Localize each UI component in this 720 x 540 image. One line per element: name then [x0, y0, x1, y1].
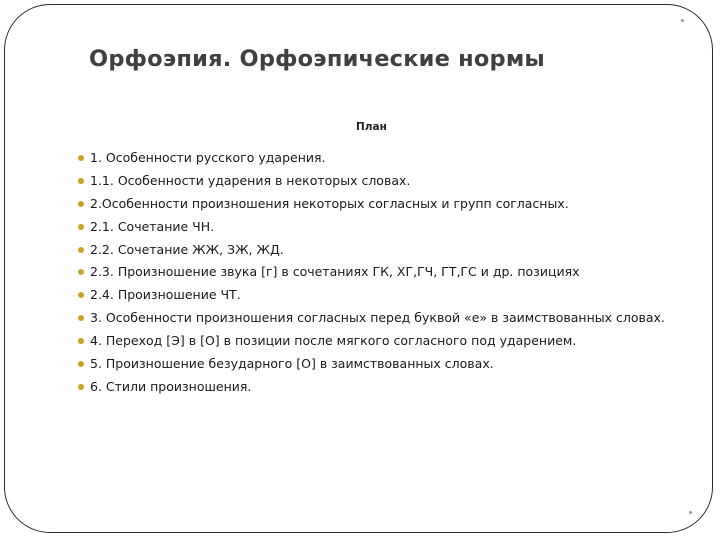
bullet-icon: [78, 361, 84, 367]
plan-heading: План: [356, 121, 387, 133]
bullet-icon: [78, 315, 84, 321]
bullet-icon: [78, 178, 84, 184]
slide-title: Орфоэпия. Орфоэпические нормы: [89, 46, 545, 72]
plan-item: [76, 173, 686, 189]
plan-list: [76, 150, 686, 402]
plan-item: [76, 150, 686, 166]
plan-item-text: 1.1. Особенности ударения в некоторых словах.: [90, 172, 411, 188]
plan-item: [76, 356, 686, 372]
plan-item: [76, 333, 686, 349]
plan-item: [76, 242, 686, 258]
bullet-icon: [78, 247, 84, 253]
bullet-icon: [78, 269, 84, 275]
plan-item-text: 5. Произношение безударного [О] в заимствованных словах.: [90, 356, 494, 372]
plan-item-text: 2.4. Произношение ЧТ.: [90, 287, 241, 303]
plan-item: [76, 219, 686, 235]
plan-item: [76, 264, 686, 280]
corner-dot: [689, 511, 692, 514]
plan-item: [76, 287, 686, 303]
corner-dot: [681, 19, 684, 22]
plan-item-text: 2.2. Сочетание ЖЖ, ЗЖ, ЖД.: [90, 241, 284, 257]
bullet-icon: [78, 338, 84, 344]
plan-item: [76, 379, 686, 395]
plan-item-text: 2.1. Сочетание ЧН.: [90, 218, 215, 234]
bullet-icon: [78, 292, 84, 298]
plan-item: [76, 310, 686, 326]
bullet-icon: [78, 384, 84, 390]
plan-item: [76, 196, 686, 212]
plan-item-text: 2.3. Произношение звука [г] в сочетаниях ГК, ХГ,ГЧ, ГТ,ГС и др. позициях: [90, 264, 580, 280]
bullet-icon: [78, 201, 84, 207]
plan-item-text: 3. Особенности произношения согласных перед буквой «е» в заимствованных словах.: [90, 310, 665, 326]
bullet-icon: [78, 224, 84, 230]
plan-item-text: 4. Переход [Э] в [О] в позиции после мягкого согласного под ударением.: [90, 333, 577, 349]
plan-item-text: 1. Особенности русского ударения.: [90, 150, 326, 165]
bullet-icon: [78, 155, 84, 161]
plan-item-text: 6. Стили произношения.: [90, 378, 252, 394]
plan-item-text: 2.Особенности произношения некоторых согласных и групп согласных.: [90, 195, 569, 211]
